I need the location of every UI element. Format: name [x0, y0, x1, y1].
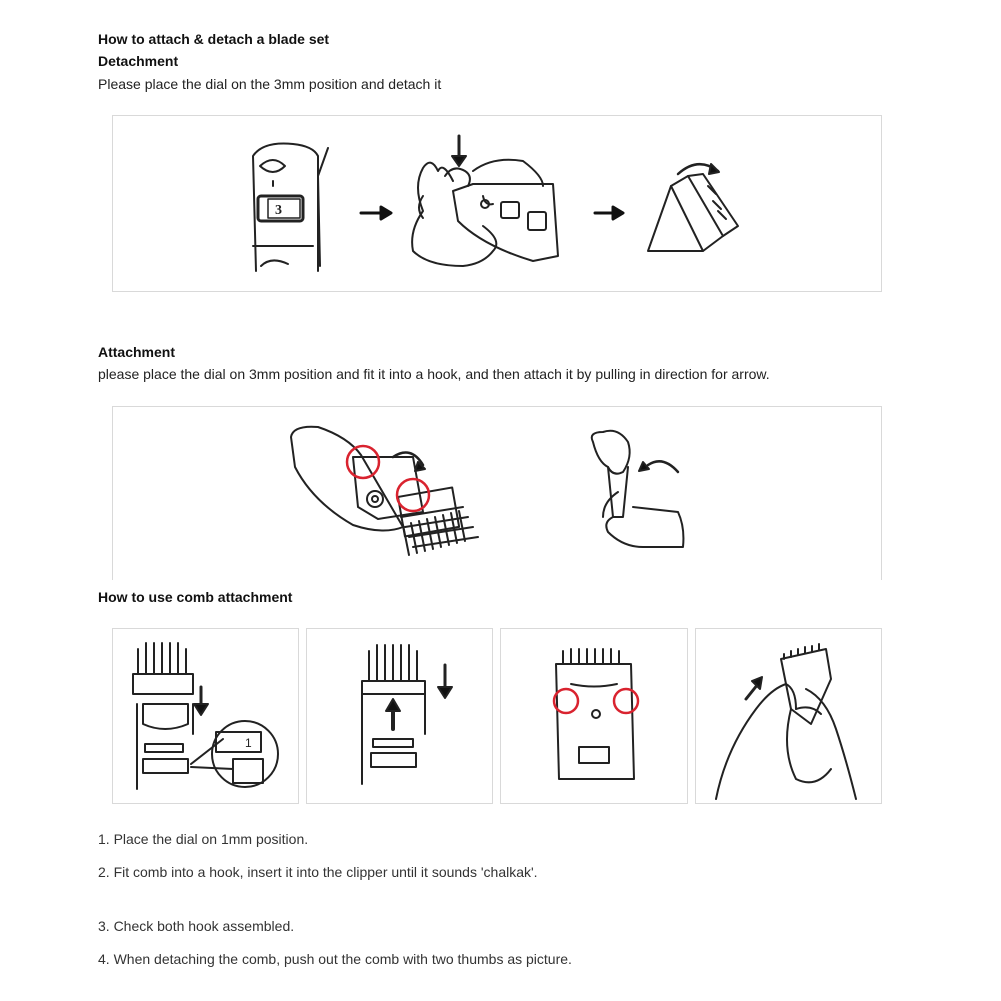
clipper-dial-illustration [253, 144, 328, 272]
right-arrow-icon [595, 207, 623, 219]
comb-step-3: 3. Check both hook assembled. [98, 918, 295, 934]
hook-highlight-circle [347, 446, 379, 478]
detachment-illustration-panel [112, 115, 882, 292]
comb-step-panel-1 [112, 628, 299, 804]
detachment-subheading: Detachment [98, 53, 179, 69]
thumbs-push-comb-illustration [716, 644, 856, 799]
dial-callout-magnifier [191, 721, 278, 787]
comb-section-heading: How to use comb attachment [98, 589, 293, 605]
comb-step-panel-3 [500, 628, 688, 804]
dial-callout-label: 1 [245, 736, 252, 750]
right-arrow-icon [361, 207, 391, 219]
clipper-hook-illustration [291, 427, 478, 555]
comb-step-2: 2. Fit comb into a hook, insert it into the clipper until it sounds 'chalkak'. [98, 864, 538, 880]
section-heading: How to attach & detach a blade set [98, 31, 330, 47]
attachment-instruction: please place the dial on 3mm position and fit it into a hook, and then attach it by pulling in direction for arrow. [98, 366, 770, 382]
comb-step-1: 1. Place the dial on 1mm position. [98, 831, 309, 847]
attachment-illustration-panel [112, 406, 882, 580]
hands-detach-blade-illustration [412, 136, 558, 266]
comb-insert-illustration [362, 645, 452, 784]
attachment-subheading: Attachment [98, 344, 176, 360]
hook-highlight-circle [614, 689, 638, 713]
dial-position-label: 3 [275, 203, 282, 218]
comb-step-4: 4. When detaching the comb, push out the comb with two thumbs as picture. [98, 951, 572, 967]
detached-blade-illustration [648, 164, 738, 251]
comb-step-panel-2 [306, 628, 493, 804]
comb-step-panel-4 [695, 628, 882, 804]
hand-attach-blade-illustration [592, 431, 684, 547]
detachment-instruction: Please place the dial on the 3mm position and detach it [98, 76, 442, 92]
